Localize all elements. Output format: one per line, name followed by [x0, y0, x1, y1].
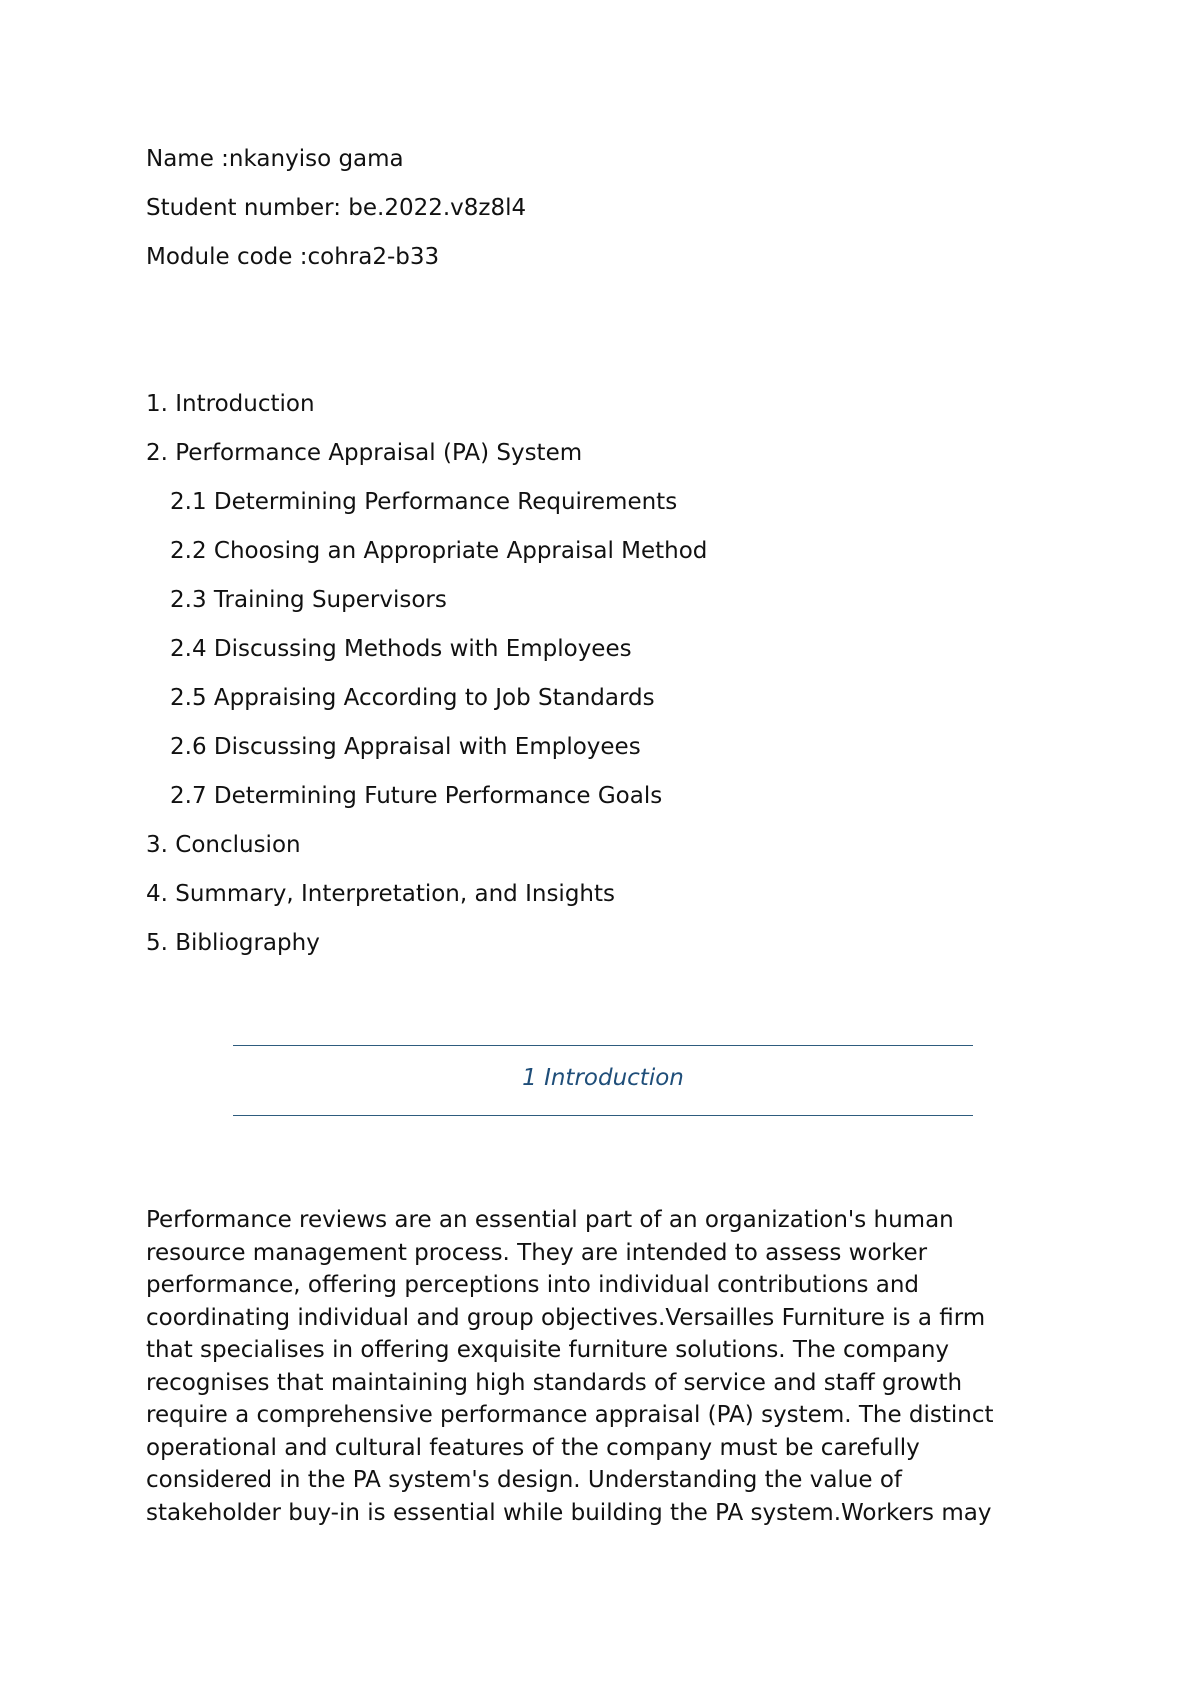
toc-subitem: 2.4 Discussing Methods with Employees [170, 636, 632, 662]
toc-subitem: 2.7 Determining Future Performance Goals [170, 783, 663, 809]
toc-subitem: 2.3 Training Supervisors [170, 587, 447, 613]
section-heading: 1 Introduction [522, 1065, 684, 1091]
paragraph-line: resource management process. They are intended to assess worker [146, 1239, 928, 1266]
paragraph-line: stakeholder buy-in is essential while building the PA system.Workers may [146, 1499, 992, 1526]
paragraph-line: Performance reviews are an essential part of an organization's human [146, 1207, 954, 1233]
paragraph-line: coordinating individual and group objectives.Versailles Furniture is a firm [146, 1304, 986, 1331]
toc-subitem: 2.1 Determining Performance Requirements [170, 489, 678, 515]
toc-item: 3. Conclusion [146, 832, 301, 858]
heading-bottom-rule [233, 1115, 973, 1116]
toc-item: 2. Performance Appraisal (PA) System [146, 440, 583, 466]
toc-item: 4. Summary, Interpretation, and Insights [146, 881, 615, 907]
introduction-paragraph [146, 1204, 1046, 1529]
module-code: Module code :cohra2-b33 [146, 244, 440, 270]
paragraph-line: require a comprehensive performance appraisal (PA) system. The distinct [146, 1402, 994, 1428]
paragraph-line: considered in the PA system's design. Understanding the value of [146, 1467, 903, 1493]
paragraph-line: performance, offering perceptions into individual contributions and [146, 1272, 920, 1298]
student-name: Name :nkanyiso gama [146, 146, 404, 172]
toc-subitem: 2.5 Appraising According to Job Standards [170, 685, 655, 711]
student-number: Student number: be.2022.v8z8l4 [146, 195, 527, 221]
toc-subitem: 2.6 Discussing Appraisal with Employees [170, 734, 641, 760]
toc-subitem: 2.2 Choosing an Appropriate Appraisal Method [170, 538, 708, 564]
heading-top-rule [233, 1045, 973, 1046]
paragraph-line: operational and cultural features of the company must be carefully [146, 1434, 920, 1461]
paragraph-line: recognises that maintaining high standards of service and staff growth [146, 1369, 963, 1396]
paragraph-line: that specialises in offering exquisite furniture solutions. The company [146, 1337, 950, 1363]
toc-item: 5. Bibliography [146, 930, 320, 956]
toc-item: 1. Introduction [146, 391, 315, 417]
